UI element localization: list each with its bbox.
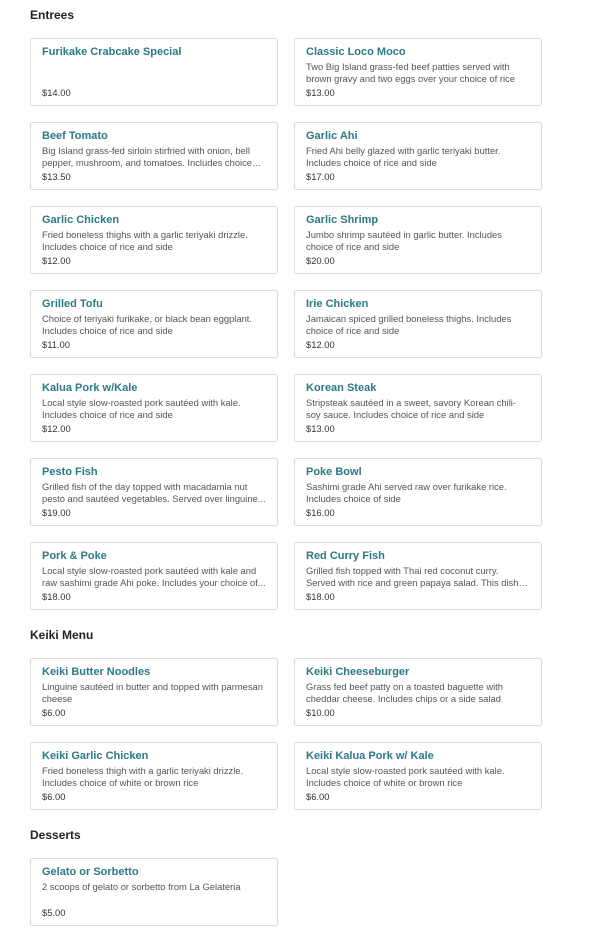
menu-item-card[interactable] — [30, 542, 278, 610]
menu-item-name: Garlic Chicken — [42, 214, 120, 226]
menu-item-price: $11.00 — [42, 339, 70, 350]
menu-item-name: Beef Tomato — [42, 130, 108, 142]
menu-item-name: Keiki Cheeseburger — [306, 666, 410, 678]
menu-item-price: $10.00 — [306, 707, 335, 718]
menu-item-name: Poke Bowl — [306, 466, 362, 478]
menu-item-price: $12.00 — [42, 423, 71, 434]
menu-item-name: Classic Loco Moco — [306, 46, 406, 58]
menu-item-description: Grilled fish topped with Thai red coconut curry. Served with rice and green papaya salad. This dish — [306, 565, 519, 588]
menu-item-description: Fried Ahi belly glazed with garlic teriyaki butter. Includes choice of rice and side — [306, 145, 501, 168]
menu-item-name: Korean Steak — [306, 382, 377, 394]
menu-item-description: Jamaican spiced grilled boneless thighs. Includes choice of rice and side — [306, 313, 512, 336]
menu-item-price: $13.50 — [42, 171, 71, 182]
menu-item-description: Local style slow-roasted pork sautéed with kale and raw sashimi grade Ahi poke. Includes your choice of... — [42, 565, 266, 588]
menu-item-name: Furikake Crabcake Special — [42, 46, 182, 58]
menu-item-price: $13.00 — [306, 423, 335, 434]
menu-item-card[interactable] — [30, 458, 278, 526]
menu-item-name: Red Curry Fish — [306, 550, 385, 562]
menu-item-name: Keiki Butter Noodles — [42, 666, 151, 678]
menu-item-price: $18.00 — [42, 591, 71, 602]
menu-item-card[interactable] — [294, 290, 542, 358]
menu-item-price: $18.00 — [306, 591, 335, 602]
menu-item-description: Jumbo shrimp sautéed in garlic butter. Includes choice of rice and side — [306, 229, 502, 252]
menu-item-card[interactable] — [30, 38, 278, 106]
menu-item-card[interactable] — [30, 290, 278, 358]
menu-item-description — [42, 61, 266, 85]
menu-item-price: $14.00 — [42, 87, 71, 98]
menu-item-price: $13.00 — [306, 87, 335, 98]
menu-item-name: Keiki Kalua Pork w/ Kale — [306, 750, 434, 762]
section-title-desserts: Desserts — [30, 828, 81, 842]
menu-item-price: $6.00 — [42, 707, 66, 718]
menu-item-name: Kalua Pork w/Kale — [42, 382, 138, 394]
menu-item-name: Gelato or Sorbetto — [42, 866, 139, 878]
menu-item-card[interactable] — [294, 542, 542, 610]
menu-item-card[interactable] — [294, 206, 542, 274]
menu-item-price: $19.00 — [42, 507, 71, 518]
menu-item-card[interactable] — [30, 374, 278, 442]
menu-item-description: Sashimi grade Ahi served raw over furikake rice. Includes choice of side — [306, 481, 507, 504]
menu-item-card[interactable] — [30, 658, 278, 726]
menu-item-description: Grilled fish of the day topped with macadamia nut pesto and sautéed vegetables. Served over linguine... — [42, 481, 266, 504]
menu-item-name: Pesto Fish — [42, 466, 98, 478]
menu-item-card[interactable] — [294, 458, 542, 526]
menu-item-price: $16.00 — [306, 507, 335, 518]
menu-item-card[interactable] — [30, 858, 278, 926]
menu-item-price: $6.00 — [42, 791, 66, 802]
menu-item-description: Fried boneless thigh with a garlic teriyaki drizzle. Includes choice of white or brown rice — [42, 765, 244, 788]
menu-item-card[interactable] — [30, 742, 278, 810]
menu-item-card[interactable] — [30, 206, 278, 274]
menu-item-description: Stripsteak sautéed in a sweet, savory Korean chili-soy sauce. Includes choice of rice and side — [306, 397, 516, 420]
menu-item-description: Local style slow-roasted pork sautéed with kale. Includes choice of rice and side — [42, 397, 241, 420]
menu-item-price: $5.00 — [42, 907, 66, 918]
section-title-entrees: Entrees — [30, 8, 75, 22]
menu-item-description: Choice of teriyaki furikake, or black bean eggplant. Includes choice of rice and side — [42, 313, 253, 336]
menu-item-card[interactable] — [294, 38, 542, 106]
menu-item-name: Pork & Poke — [42, 550, 107, 562]
menu-item-price: $17.00 — [306, 171, 335, 182]
menu-item-description: Two Big Island grass-fed beef patties served with brown gravy and two eggs over your choice of rice — [306, 61, 515, 84]
menu-item-name: Grilled Tofu — [42, 298, 103, 310]
menu-item-description: Grass fed beef patty on a toasted baguette with cheddar cheese. Includes chips or a side salad — [306, 681, 504, 704]
menu-item-card[interactable] — [294, 658, 542, 726]
menu-item-card[interactable] — [294, 742, 542, 810]
menu-item-name: Keiki Garlic Chicken — [42, 750, 149, 762]
section-title-keiki-menu: Keiki Menu — [30, 628, 94, 642]
menu-item-name: Garlic Shrimp — [306, 214, 379, 226]
menu-item-card[interactable] — [294, 122, 542, 190]
menu-item-card[interactable] — [30, 122, 278, 190]
menu-item-description: Linguine sautéed in butter and topped with parmesan cheese — [42, 681, 263, 704]
menu-item-name: Garlic Ahi — [306, 130, 358, 142]
menu-item-price: $20.00 — [306, 255, 335, 266]
menu-item-price: $6.00 — [306, 791, 330, 802]
menu-item-card[interactable] — [294, 374, 542, 442]
menu-item-description: Big Island grass-fed sirloin stirfried with onion, bell pepper, mushroom, and tomatoes. Includes choice — [42, 145, 253, 168]
menu-item-price: $12.00 — [306, 339, 335, 350]
menu-item-description: Fried boneless thighs with a garlic teriyaki drizzle. Includes choice of rice and side — [42, 229, 248, 252]
menu-item-name: Irie Chicken — [306, 298, 369, 310]
menu-item-description: 2 scoops of gelato or sorbetto from La Gelateria — [42, 881, 241, 892]
menu-item-description: Local style slow-roasted pork sautéed with kale. Includes choice of white or brown rice — [306, 765, 505, 788]
menu-item-price: $12.00 — [42, 255, 71, 266]
